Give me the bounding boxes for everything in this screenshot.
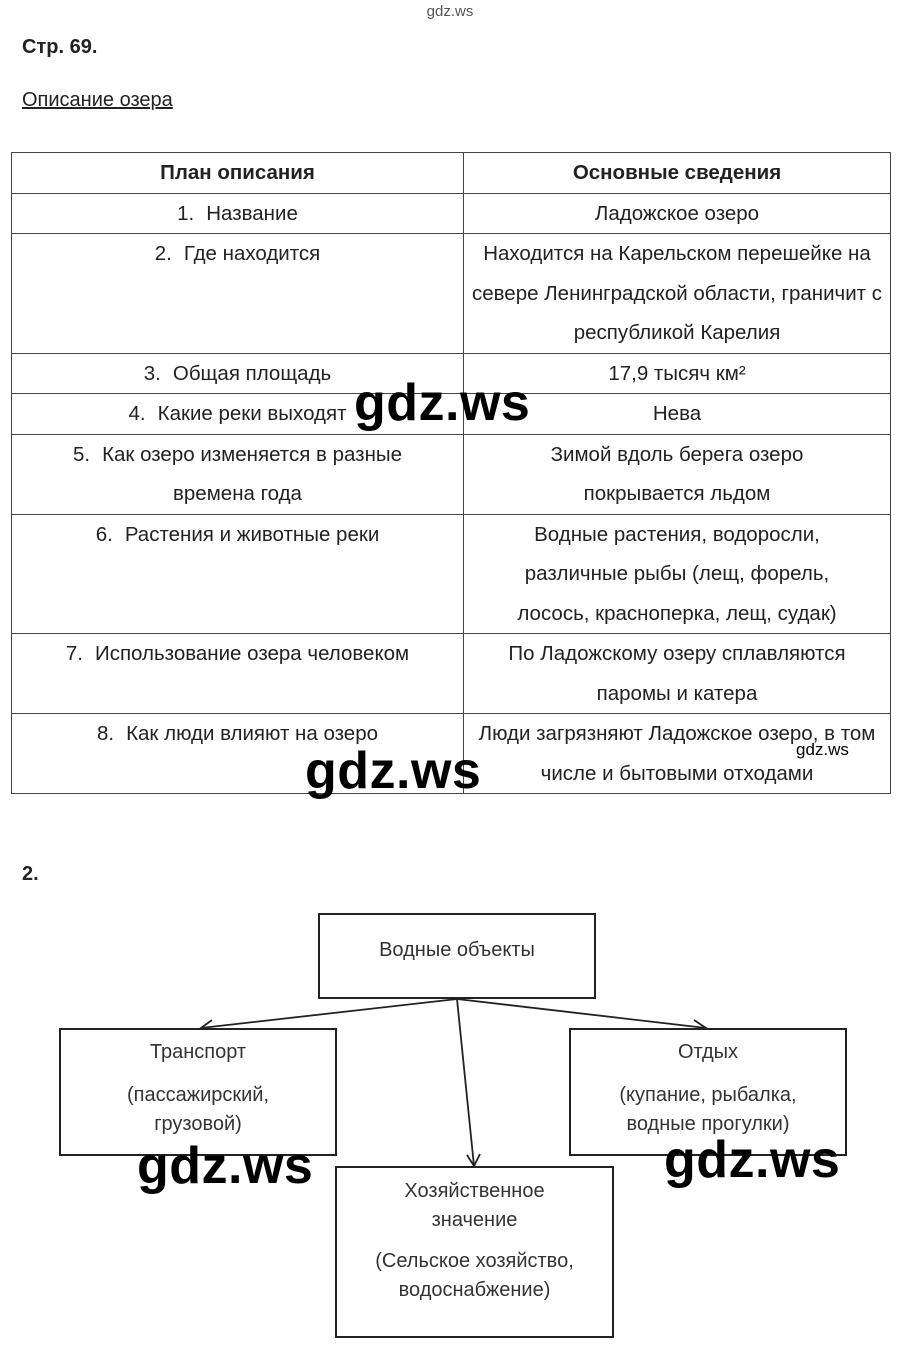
- row-number: 6.: [95, 522, 113, 546]
- watermark: gdz.ws: [137, 1137, 314, 1195]
- plan-text: Общая площадь: [172, 361, 332, 385]
- plan-text: Как озеро изменяется в разные времена года: [102, 442, 403, 505]
- rest-detail: (купание, рыбалка, водные прогулки): [619, 1084, 797, 1135]
- row-number: 4.: [128, 402, 146, 425]
- plan-text: Где находится: [183, 242, 321, 265]
- header-info: Основные сведения: [464, 153, 891, 194]
- row-number: 5.: [72, 442, 91, 466]
- economy-title: Хозяйственное значение: [404, 1180, 545, 1231]
- plan-text: Какие реки выходят: [157, 402, 347, 425]
- transport-detail: (пассажирский, грузовой): [126, 1084, 270, 1135]
- info-cell: Зимой вдоль берега озеро покрывается льдом: [464, 434, 891, 514]
- page-number: Стр. 69.: [22, 36, 98, 58]
- diagram-economy-box: [335, 1166, 614, 1338]
- watermark: gdz.ws: [354, 374, 531, 432]
- header-plan: План описания: [12, 153, 464, 194]
- row-number: 2.: [154, 242, 172, 265]
- section-title: Описание озера: [22, 89, 173, 111]
- arrow-to-economy: [457, 999, 474, 1166]
- arrow-to-transport: [201, 999, 457, 1028]
- task-number: 2.: [22, 863, 39, 885]
- info-cell: Ладожское озеро: [464, 193, 891, 234]
- info-cell: Находится на Карельском перешейке на севере Ленинградской области, граничит с республикой Карелия: [464, 234, 891, 354]
- row-number: 7.: [65, 642, 83, 665]
- watermark-top: gdz.ws: [426, 3, 474, 20]
- arrow-to-rest: [457, 999, 706, 1028]
- row-number: 3.: [143, 361, 161, 385]
- info-cell: По Ладожскому озеру сплавляются паромы и катера: [464, 634, 891, 714]
- rest-title: Отдых: [677, 1041, 739, 1063]
- plan-text: Использование озера человеком: [94, 642, 410, 665]
- plan-text: Название: [206, 201, 298, 225]
- row-number: 8.: [96, 722, 115, 745]
- transport-title: Транспорт: [149, 1041, 247, 1063]
- plan-text: Растения и животные реки: [124, 522, 380, 546]
- watermark: gdz.ws: [664, 1131, 841, 1189]
- row-number: 1.: [177, 201, 195, 225]
- watermark-small: gdz.ws: [796, 740, 849, 759]
- diagram-root-box: [318, 913, 596, 999]
- root-label: Водные объекты: [379, 939, 535, 961]
- watermark: gdz.ws: [305, 742, 482, 800]
- info-cell: 17,9 тысяч км²: [464, 353, 891, 394]
- info-cell: Водные растения, водоросли, различные рыбы (лещ, форель, лосось, красноперка, лещ, судак): [464, 514, 891, 634]
- info-cell: Люди загрязняют Ладожское озеро, в том числе и бытовыми отходами: [464, 714, 891, 794]
- plan-text: Как люди влияют на озеро: [126, 722, 378, 745]
- economy-detail: (Сельское хозяйство, водоснабжение): [375, 1250, 574, 1301]
- info-cell: Нева: [464, 394, 891, 435]
